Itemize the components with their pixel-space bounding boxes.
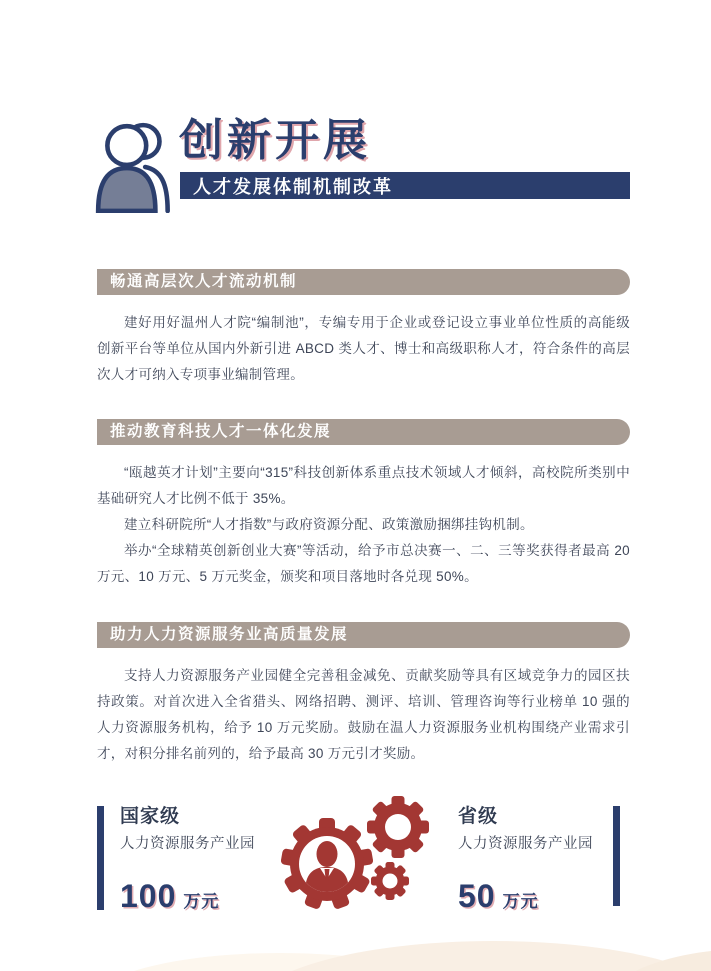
section-heading: 推动教育科技人才一体化发展 [97,419,630,445]
subtitle-text: 人才发展体制机制改革 [193,176,393,197]
gears-person-icon [277,793,432,941]
stats-panel [97,798,630,920]
stat-label: 人力资源服务产业园 [458,836,593,852]
section-heading: 畅通高层次人才流动机制 [97,269,630,295]
section-paragraph: 支持人力资源服务产业园健全完善租金减免、贡献奖励等具有区域竞争力的园区扶持政策。对首次进入全省猎头、网络招聘、测评、培训、管理咨询等行业榜单 10 强的人力资源服务机构，给予 10 万元奖励。鼓励在温人力资源服务业机构围绕产业需求引才，对积分排名前列的，给予最高 30 万元引才奖励。 [97,668,630,761]
section-hr-services [97,622,630,767]
section-paragraph: 建好用好温州人才院“编制池”，专编专用于企业或登记设立事业单位性质的高能级创新平台等单位从国内外新引进 ABCD 类人才、博士和高级职称人才，符合条件的高层次人才可纳入专项事业编制管理。 [97,315,630,382]
stat-level: 省级 [458,806,499,827]
amount-unit: 万元 [502,892,539,911]
two-people-icon [95,119,179,213]
section-paragraph: “瓯越英才计划”主要向“315”科技创新体系重点技术领域人才倾斜，高校院所类别中基础研究人才比例不低于 35%。 [97,465,630,506]
amount-unit: 万元 [183,892,220,911]
stat-national [120,801,255,853]
stat-level: 国家级 [120,806,181,827]
section-paragraph: 举办“全球精英创新创业大赛”等活动，给予市总决赛一、二、三等奖获得者最高 20 万元、10 万元、5 万元奖金，颁奖和项目落地时各兑现 50%。 [97,543,630,584]
amount-number: 50 [458,878,496,914]
page-title: 创新开展 [179,116,371,165]
section-heading: 助力人力资源服务业高质量发展 [97,622,630,648]
subtitle-banner [180,172,630,199]
section-talent-flow [97,269,630,388]
stat-amount-provincial [458,878,539,915]
stat-label: 人力资源服务产业园 [120,836,255,852]
section-paragraph: 建立科研院所“人才指数”与政府资源分配、政策激励捆绑挂钩机制。 [124,517,534,532]
stat-provincial [458,801,593,853]
left-accent-bar [97,806,104,910]
section-education-science [97,419,630,590]
right-accent-bar [613,806,620,906]
stat-amount-national [120,878,219,915]
amount-number: 100 [120,878,177,914]
